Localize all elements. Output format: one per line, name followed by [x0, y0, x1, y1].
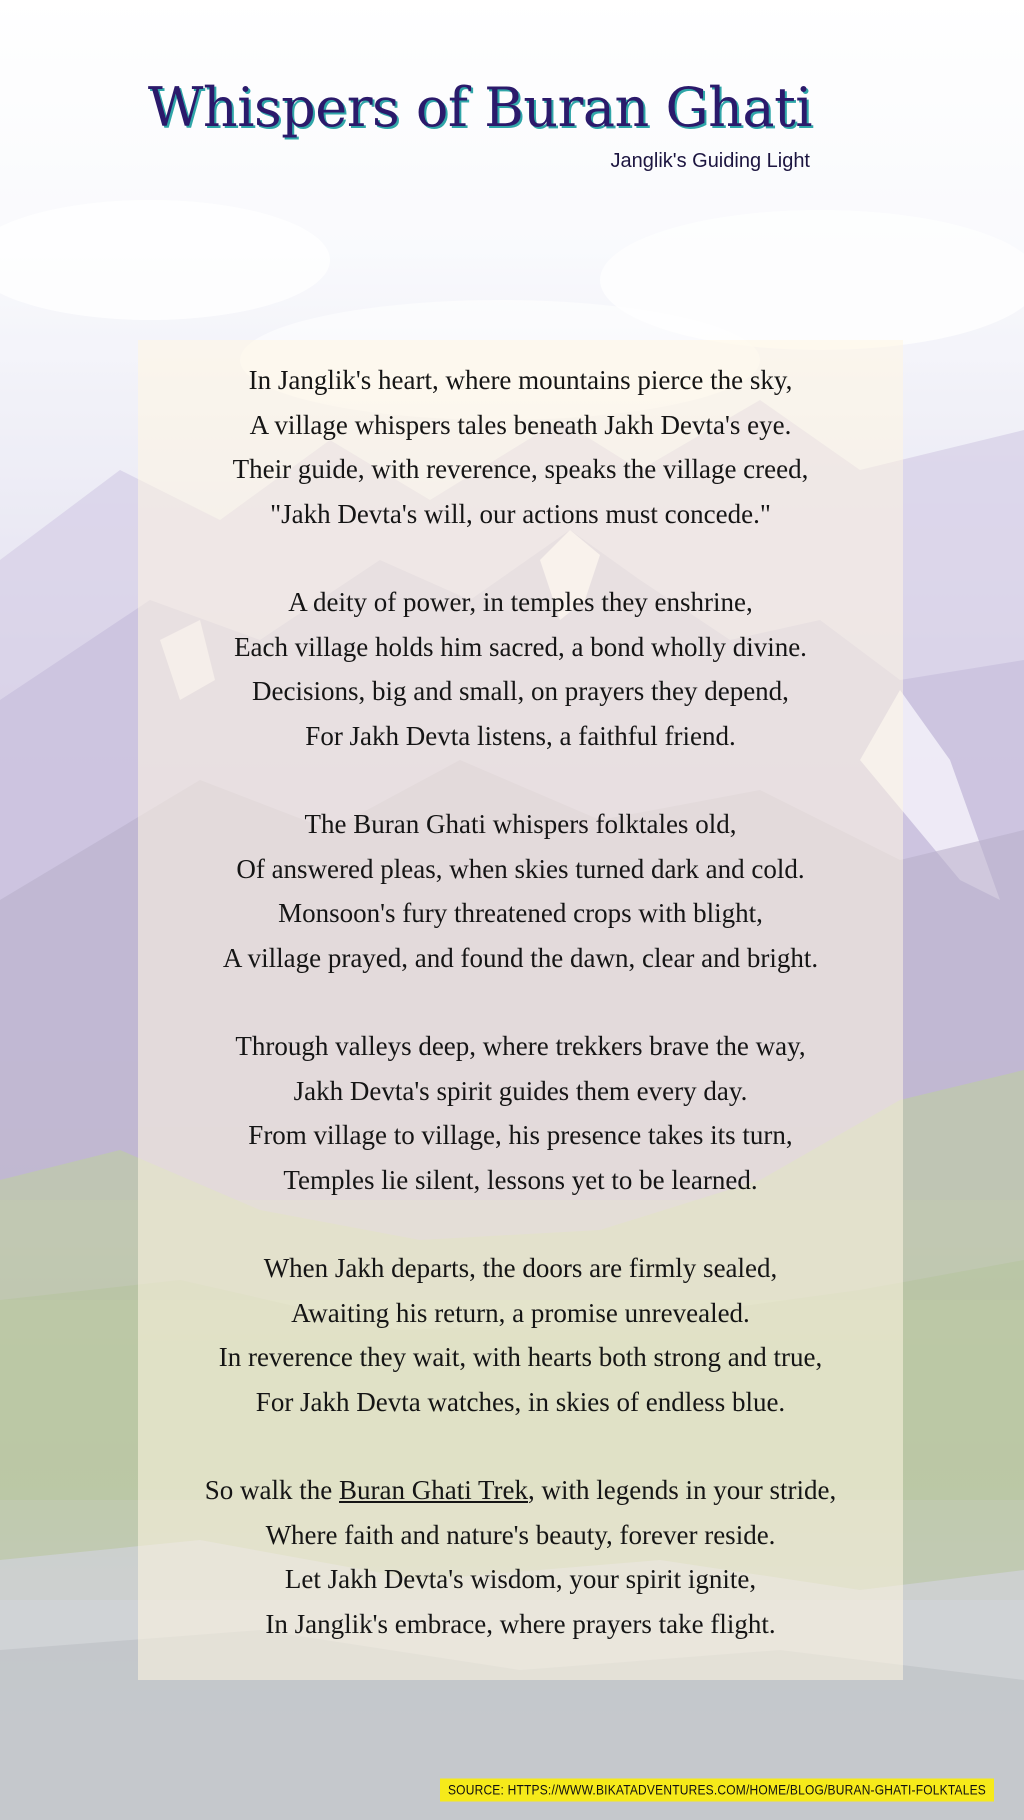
source-badge: SOURCE: HTTPS://WWW.BIKATADVENTURES.COM/HOME/BLOG/BURAN-GHATI-FOLKTALES [440, 1779, 994, 1802]
poem-line: Jakh Devta's spirit guides them every day. [293, 1075, 748, 1106]
poem-line: When Jakh departs, the doors are firmly sealed, [263, 1253, 778, 1283]
poem-line: From village to village, his presence takes its turn, [248, 1120, 793, 1150]
poem-line: Each village holds him sacred, a bond wholly divine. [234, 631, 807, 662]
stanza-6 [138, 1468, 903, 1646]
stanza-1 [138, 358, 903, 536]
poem [138, 358, 903, 1646]
poem-line: In reverence they wait, with hearts both strong and true, [218, 1342, 823, 1372]
poem-line: For Jakh Devta listens, a faithful friend. [305, 720, 736, 751]
poem-line: For Jakh Devta watches, in skies of endless blue. [255, 1386, 786, 1417]
stanza-4 [138, 1024, 903, 1202]
poem-line: A deity of power, in temples they enshrine, [288, 587, 753, 617]
poem-line: A village whispers tales beneath Jakh Devta's eye. [249, 409, 792, 440]
line-text-after-link: , with legends in your stride, [528, 1475, 837, 1505]
poem-line: In Janglik's heart, where mountains pierce the sky, [248, 365, 793, 395]
stanza-2 [138, 580, 903, 758]
poem-line: Awaiting his return, a promise unrevealed. [291, 1297, 750, 1328]
poem-line: Where faith and nature's beauty, forever reside. [265, 1519, 776, 1550]
poem-line: In Janglik's embrace, where prayers take flight. [265, 1608, 776, 1639]
poem-line: The Buran Ghati whispers folktales old, [304, 809, 737, 839]
line-text-before-link: So walk the [204, 1475, 340, 1505]
poem-line: Of answered pleas, when skies turned dark and cold. [236, 853, 805, 884]
page-title: Whispers of Buran Ghati [147, 76, 813, 139]
poem-line [138, 1468, 903, 1513]
poem-line: Let Jakh Devta's wisdom, your spirit ignite, [284, 1564, 757, 1594]
stanza-3 [138, 802, 903, 980]
stanza-5 [138, 1246, 903, 1424]
poem-line: Through valleys deep, where trekkers brave the way, [235, 1031, 806, 1061]
poem-line: Monsoon's fury threatened crops with blight, [278, 898, 763, 928]
poem-line: Temples lie silent, lessons yet to be learned. [283, 1164, 758, 1195]
buran-ghati-trek-link[interactable]: Buran Ghati Trek [339, 1475, 529, 1505]
poem-line: "Jakh Devta's will, our actions must concede." [270, 498, 771, 529]
page-subtitle: Janglik's Guiding Light [610, 150, 810, 172]
poem-line: Decisions, big and small, on prayers they depend, [252, 676, 789, 706]
poem-line: Their guide, with reverence, speaks the village creed, [232, 454, 809, 484]
poem-line: A village prayed, and found the dawn, clear and bright. [222, 942, 819, 973]
